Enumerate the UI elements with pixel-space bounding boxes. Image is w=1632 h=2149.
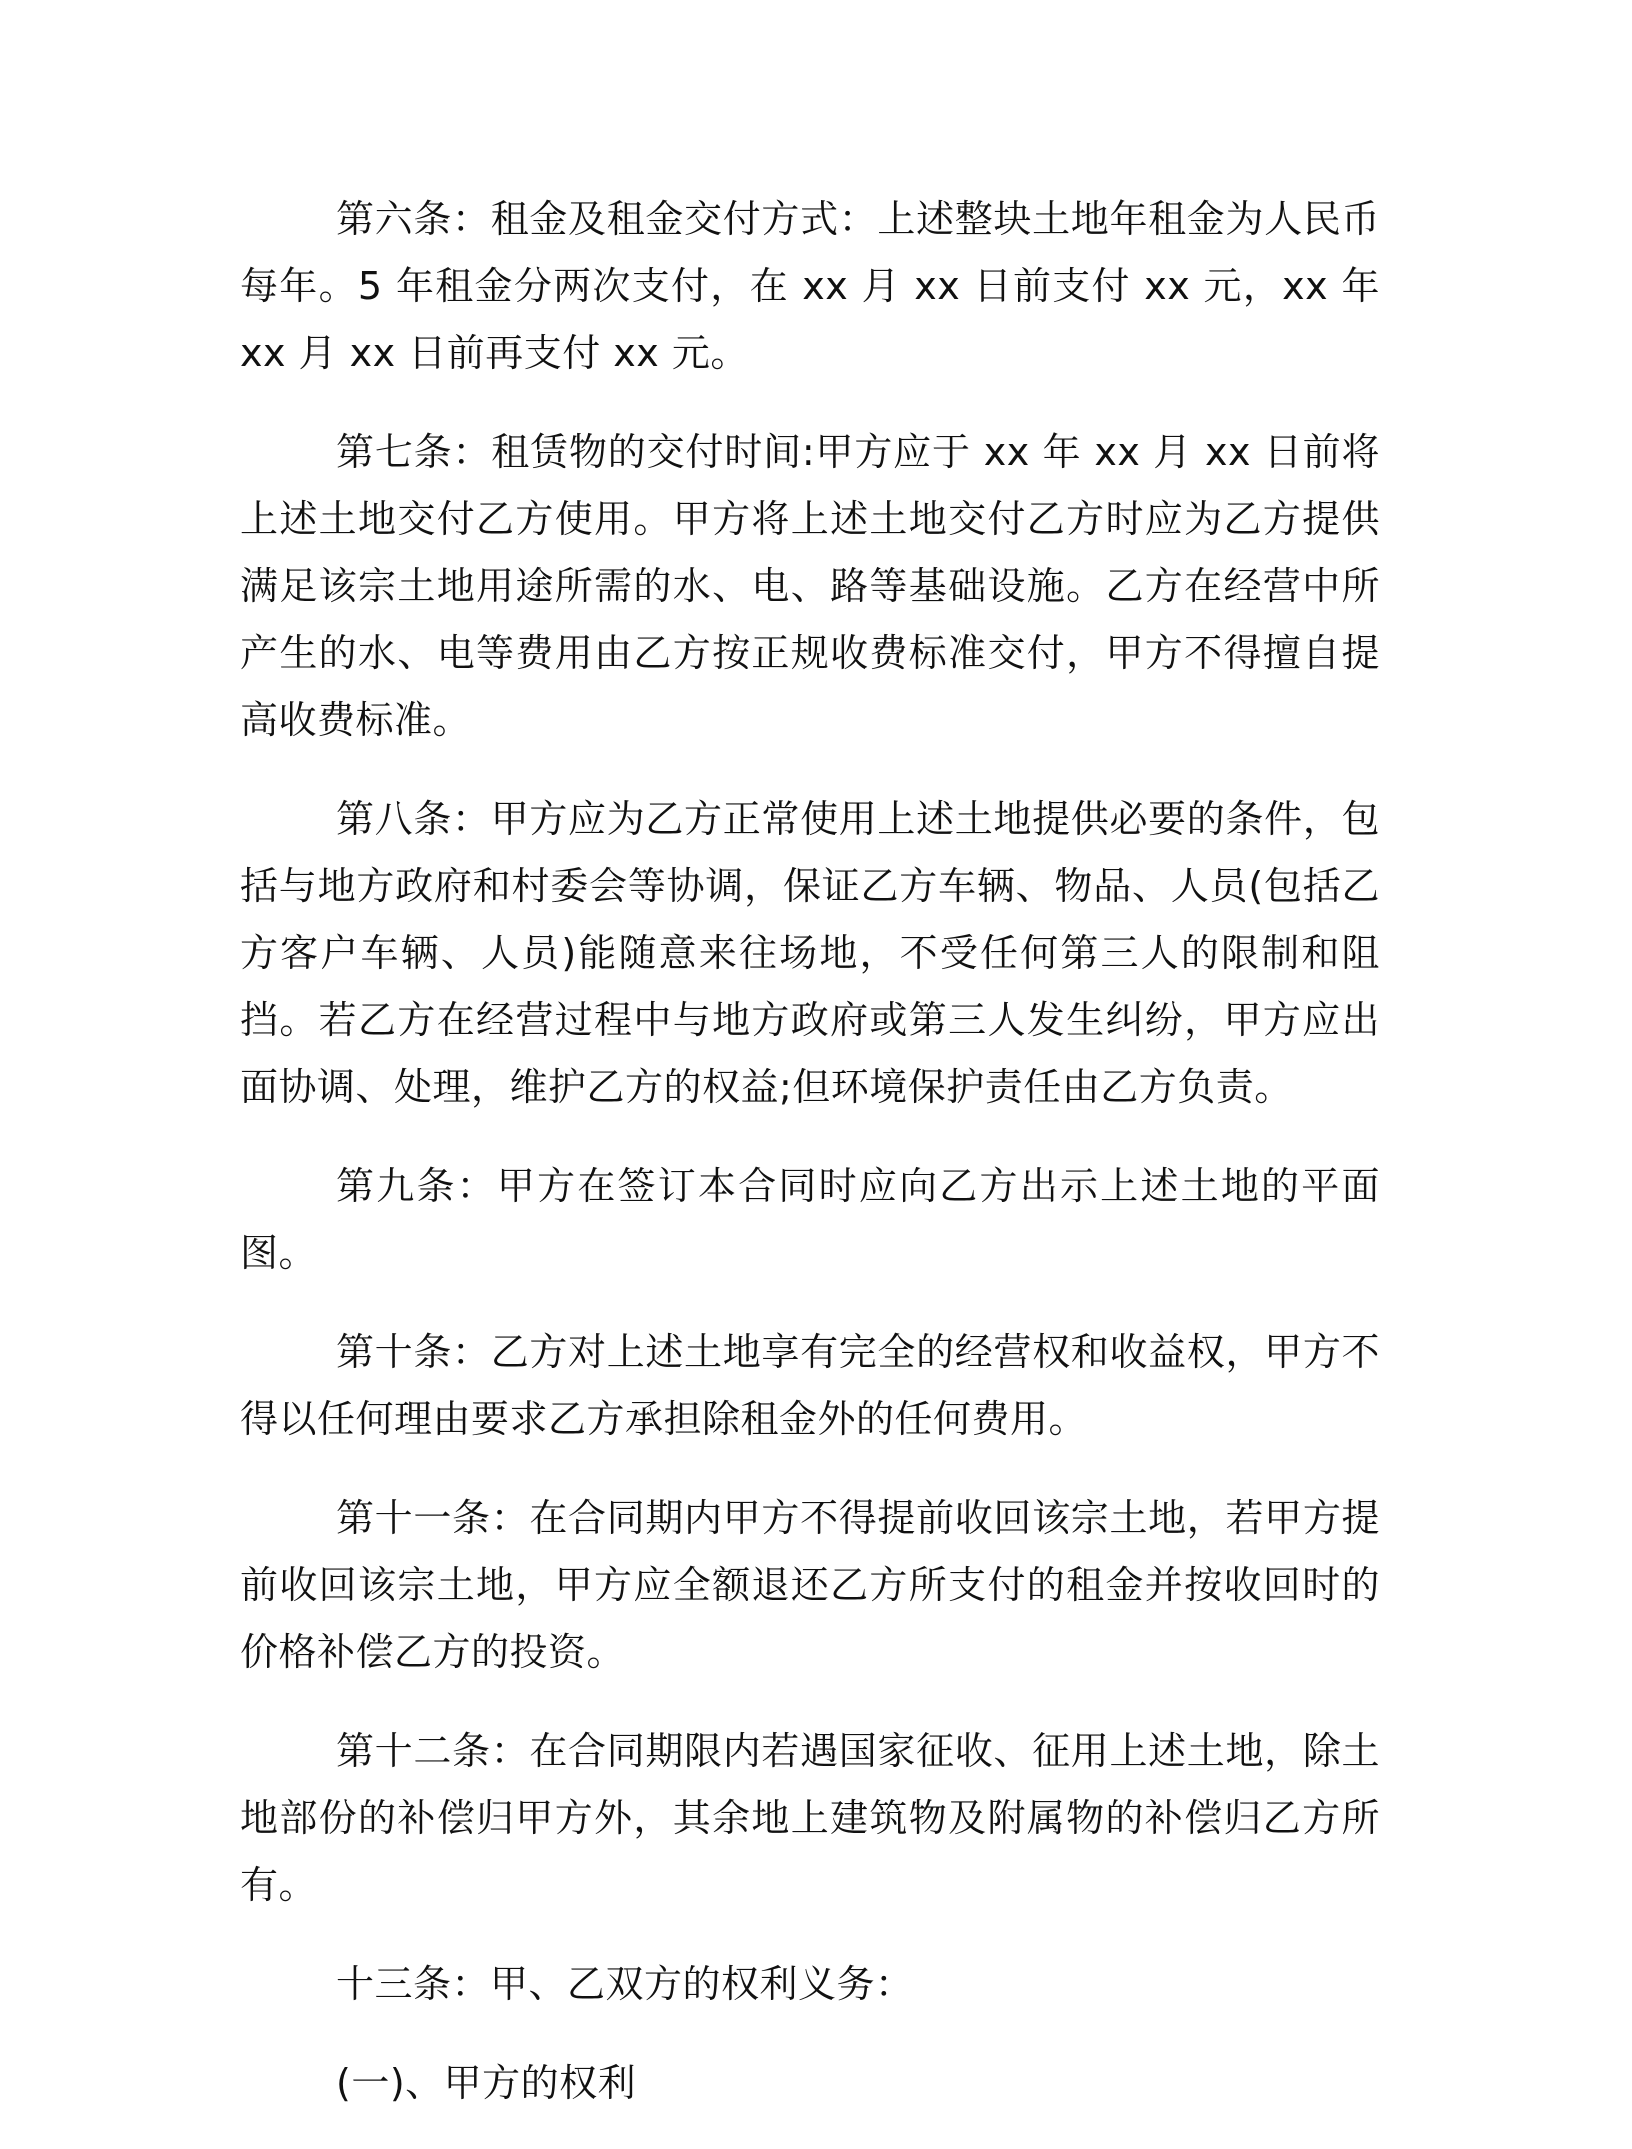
article-12-paragraph: 第十二条：在合同期限内若遇国家征收、征用上述土地，除土地部份的补偿归甲方外，其余地上建筑物及附属物的补偿归乙方所有。 (240, 1729, 1380, 1907)
article-6-paragraph: 第六条：租金及租金交付方式：上述整块土地年租金为人民币 每年。5 年租金分两次支付，在 xx 月 xx 日前支付 xx 元，xx 年 xx 月 xx 日前再支付 xx 元。 (240, 197, 1380, 375)
article-10-paragraph: 第十条：乙方对上述土地享有完全的经营权和收益权，甲方不得以任何理由要求乙方承担除租金外的任何费用。 (240, 1330, 1380, 1441)
article-11-paragraph: 第十一条：在合同期内甲方不得提前收回该宗土地，若甲方提前收回该宗土地，甲方应全额退还乙方所支付的租金并按收回时的价格补偿乙方的投资。 (240, 1496, 1380, 1674)
article-7-paragraph: 第七条：租赁物的交付时间:甲方应于 xx 年 xx 月 xx 日前将上述土地交付乙方使用。甲方将上述土地交付乙方时应为乙方提供满足该宗土地用途所需的水、电、路等基础设施。乙方在经营中所产生的水、电等费用由乙方按正规收费标准交付，甲方不得擅自提高收费标准。 (240, 430, 1380, 742)
article-13-heading: 十三条：甲、乙双方的权利义务： (336, 1962, 914, 2006)
article-9-paragraph: 第九条：甲方在签订本合同时应向乙方出示上述土地的平面图。 (240, 1164, 1380, 1275)
article-8-paragraph: 第八条：甲方应为乙方正常使用上述土地提供必要的条件，包括与地方政府和村委会等协调，保证乙方车辆、物品、人员(包括乙方客户车辆、人员)能随意来往场地，不受任何第三人的限制和阻挡。若乙方在经营过程中与地方政府或第三人发生纠纷，甲方应出面协调、处理，维护乙方的权益;但环境保护责任由乙方负责。 (240, 797, 1380, 1109)
party-a-rights-heading: (一)、甲方的权利 (336, 2061, 637, 2105)
document-page (240, 186, 1380, 2149)
